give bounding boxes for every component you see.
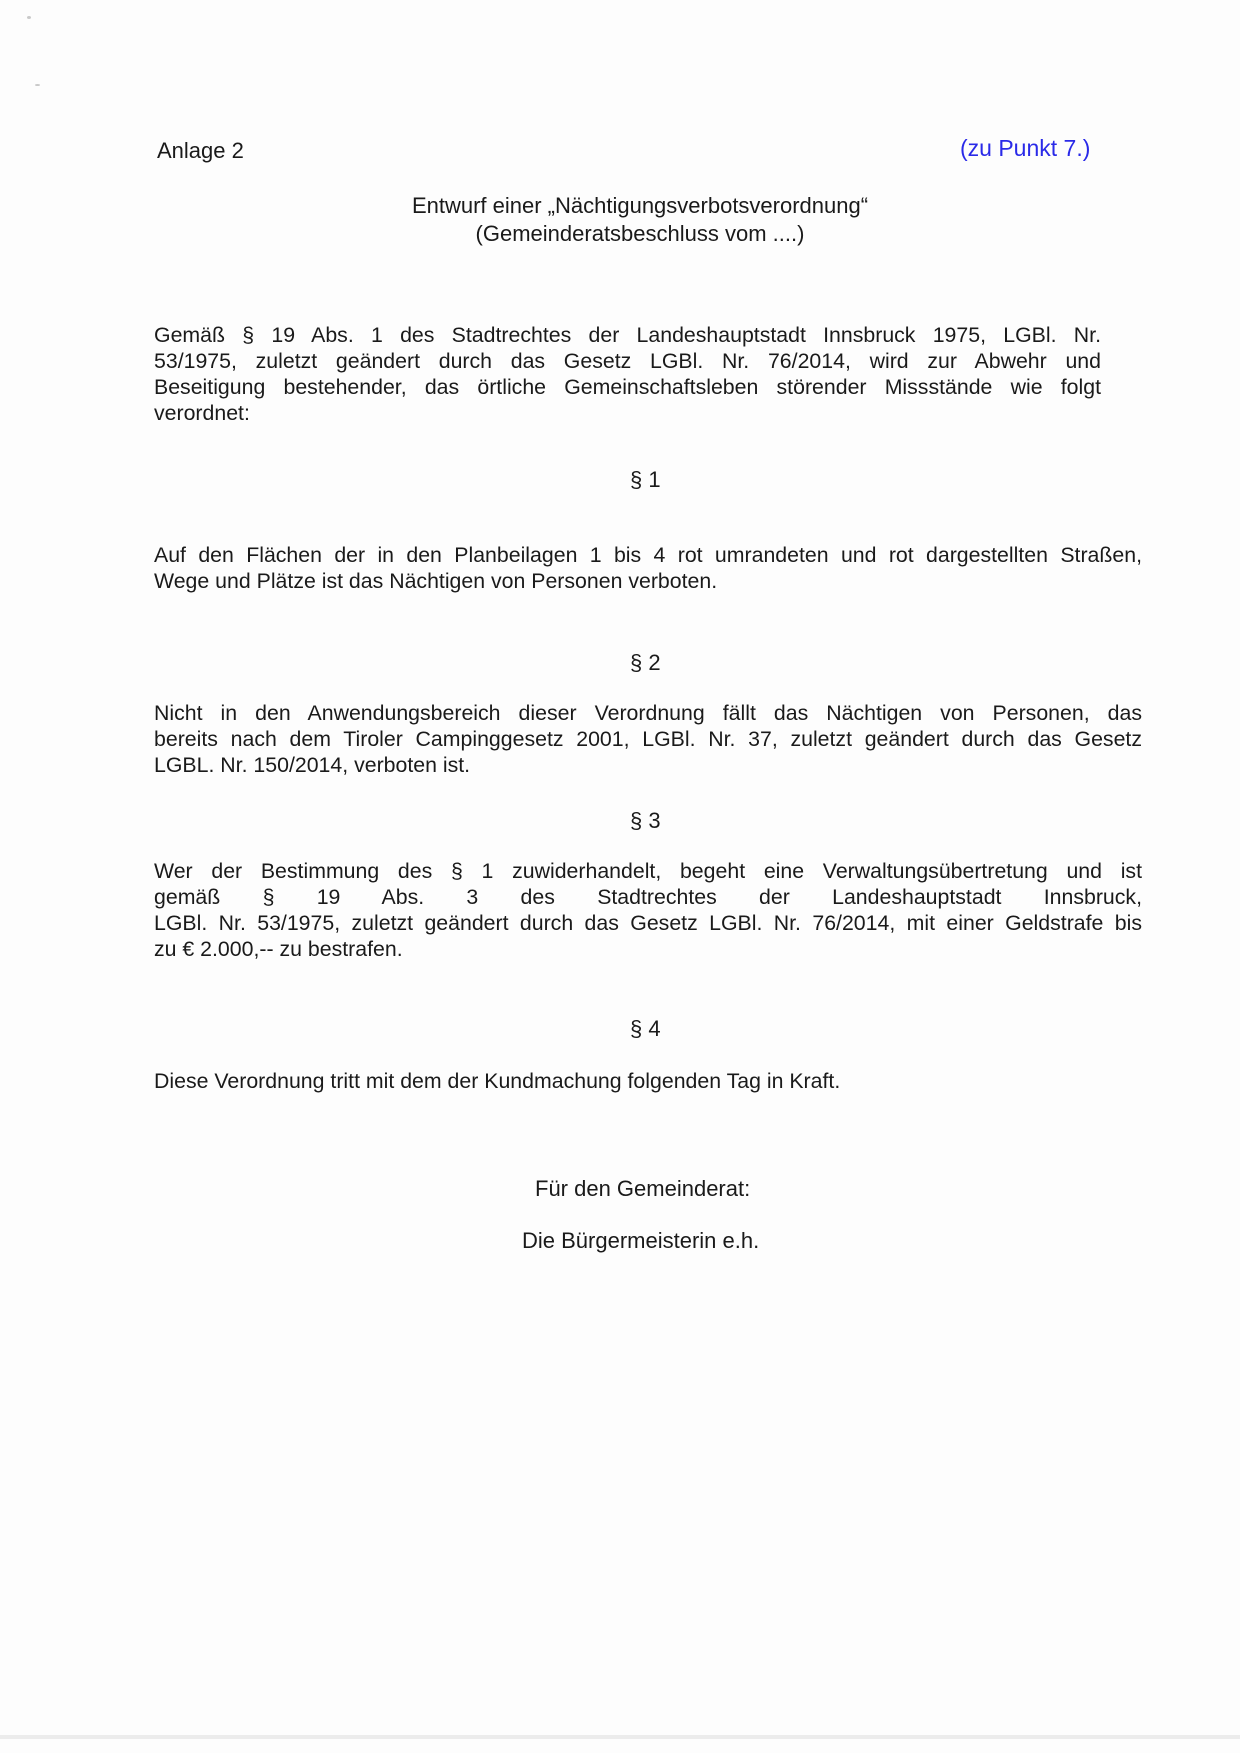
preamble-paragraph [154, 322, 1101, 426]
section-2-heading: § 2 [630, 650, 661, 675]
section-line: Diese Verordnung tritt mit dem der Kundmachung folgenden Tag in Kraft. [154, 1069, 841, 1093]
section-line: LGBl. Nr. 53/1975, zuletzt geändert durch das Gesetz LGBl. Nr. 76/2014, mit einer Geldstrafe bis [154, 911, 1142, 935]
preamble-line: Gemäß § 19 Abs. 1 des Stadtrechtes der Landeshauptstadt Innsbruck 1975, LGBl. Nr. [154, 323, 1101, 347]
annex-label: Anlage 2 [157, 138, 244, 163]
scan-speck [27, 16, 31, 19]
section-line: Auf den Flächen der in den Planbeilagen 1 bis 4 rot umrandeten und rot dargestellten Straßen, [154, 543, 1142, 567]
section-2-text [154, 700, 1142, 778]
section-line: bereits nach dem Tiroler Campinggesetz 2001, LGBl. Nr. 37, zuletzt geändert durch das Gesetz [154, 727, 1142, 751]
preamble-line: verordnet: [154, 401, 250, 425]
document-title: Entwurf einer „Nächtigungsverbotsverordnung“ [411, 193, 869, 218]
section-line: Wege und Plätze ist das Nächtigen von Personen verboten. [154, 569, 718, 593]
section-line: gemäß § 19 Abs. 3 des Stadtrechtes der Landeshauptstadt Innsbruck, [154, 885, 1142, 909]
agenda-reference: (zu Punkt 7.) [960, 135, 1091, 161]
signature-mayor: Die Bürgermeisterin e.h. [522, 1228, 760, 1253]
section-line: Nicht in den Anwendungsbereich dieser Verordnung fällt das Nächtigen von Personen, das [154, 701, 1142, 725]
section-3-text [154, 858, 1142, 962]
document-subtitle: (Gemeinderatsbeschluss vom ....) [475, 221, 805, 246]
section-1-text [154, 542, 1142, 594]
section-line: zu € 2.000,-- zu bestrafen. [154, 937, 403, 961]
scan-speck [35, 84, 40, 86]
section-4-heading: § 4 [630, 1016, 661, 1041]
section-line: LGBL. Nr. 150/2014, verboten ist. [154, 753, 471, 777]
preamble-line: Beseitigung bestehender, das örtliche Gemeinschaftsleben störender Missstände wie folgt [154, 375, 1101, 399]
scan-edge [0, 1735, 1240, 1739]
signature-council: Für den Gemeinderat: [535, 1176, 751, 1201]
section-1-heading: § 1 [630, 467, 661, 492]
preamble-line: 53/1975, zuletzt geändert durch das Gesetz LGBl. Nr. 76/2014, wird zur Abwehr und [154, 349, 1101, 373]
section-4-text [154, 1068, 1142, 1094]
section-3-heading: § 3 [630, 808, 661, 833]
section-line: Wer der Bestimmung des § 1 zuwiderhandelt, begeht eine Verwaltungsübertretung und ist [154, 859, 1142, 883]
